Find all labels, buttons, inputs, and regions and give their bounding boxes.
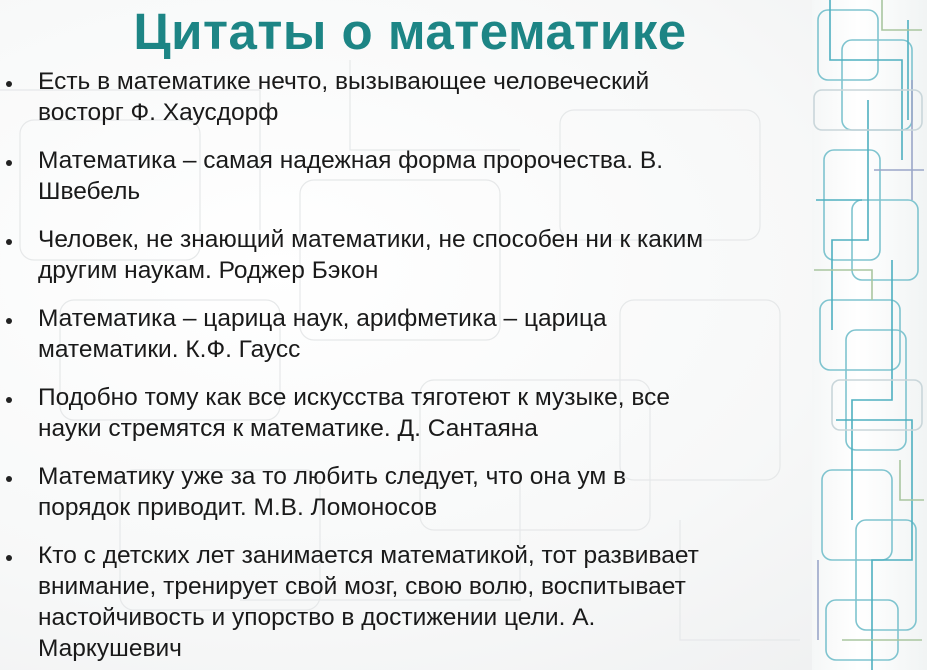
slide-title: Цитаты о математике [133, 3, 687, 60]
quote-line: другим наукам. Роджер Бэкон [38, 257, 379, 284]
quote-line: Есть в математике нечто, вызывающее человеческий [38, 68, 650, 95]
quote-item-5 [0, 382, 800, 444]
quote-list [0, 66, 800, 664]
quote-item-7 [0, 540, 800, 664]
quote-line: Маркушевич [38, 635, 182, 662]
bullet-icon [6, 81, 12, 87]
bullet-icon [6, 160, 12, 166]
quote-item-4 [0, 303, 800, 365]
quote-line: внимание, тренирует свой мозг, свою волю, воспитывает [38, 573, 686, 600]
bullet-icon [6, 318, 12, 324]
bullet-icon [6, 239, 12, 245]
quote-line: настойчивость и упорство в достижении цели. А. [38, 604, 596, 631]
quote-line: Кто с детских лет занимается математикой, тот развивает [38, 542, 699, 569]
quote-line: восторг Ф. Хаусдорф [38, 99, 279, 126]
quote-item-2 [0, 145, 800, 207]
quote-line: Математику уже за то любить следует, что она ум в [38, 463, 627, 490]
quote-line: порядок приводит. М.В. Ломоносов [38, 494, 438, 521]
decorative-circuit-border [812, 0, 927, 670]
bullet-icon [6, 476, 12, 482]
bullet-icon [6, 397, 12, 403]
quote-item-6 [0, 461, 800, 523]
quote-line: Человек, не знающий математики, не способен ни к каким [38, 226, 704, 253]
quote-line: Подобно тому как все искусства тяготеют к музыке, все [38, 384, 670, 411]
quote-line: математики. К.Ф. Гаусс [38, 336, 301, 363]
quote-line: науки стремятся к математике. Д. Сантаяна [38, 415, 538, 442]
quote-item-1 [0, 66, 800, 128]
bullet-icon [6, 555, 12, 561]
quote-line: Математика – самая надежная форма пророчества. В. [38, 147, 664, 174]
quote-line: Математика – царица наук, арифметика – царица [38, 305, 607, 332]
quote-item-3 [0, 224, 800, 286]
quote-line: Швебель [38, 178, 141, 205]
